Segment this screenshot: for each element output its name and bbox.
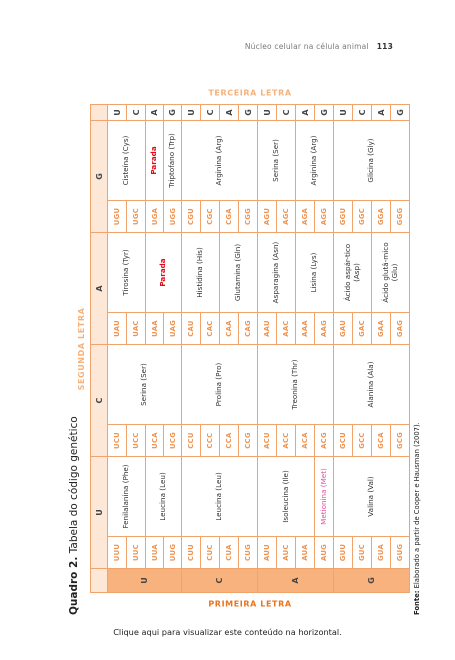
codon-cell: GAU — [334, 313, 353, 345]
codon-cell: AGA — [296, 200, 315, 232]
codon-row — [258, 104, 277, 592]
third-letter-cell: A — [220, 104, 239, 120]
genetic-code-table — [90, 104, 410, 593]
codon-cell: AAG — [315, 313, 334, 345]
second-letter-c: C — [91, 345, 108, 457]
codon-cell: ACA — [296, 425, 315, 457]
amino-acid-cell: Alanina (Ala) — [334, 345, 410, 425]
source-text: Elaborado a partir de Cooper e Hausman (2007). — [413, 422, 421, 589]
source-note — [413, 422, 421, 615]
codon-cell: CGU — [182, 200, 201, 232]
second-letter-heading: SEGUNDA LETRA — [77, 307, 86, 391]
third-letter-cell: U — [108, 104, 127, 120]
third-letter-cell: G — [315, 104, 334, 120]
codon-cell: GCU — [334, 425, 353, 457]
codon-cell: GCC — [353, 425, 372, 457]
codon-cell: AUC — [277, 537, 296, 569]
first-letter-u: U — [108, 569, 182, 593]
codon-cell: GGC — [353, 200, 372, 232]
codon-cell: GCA — [372, 425, 391, 457]
running-header — [245, 42, 393, 51]
codon-cell: CUA — [220, 537, 239, 569]
codon-cell: UAU — [108, 313, 127, 345]
codon-cell: GAG — [391, 313, 410, 345]
codon-cell: CCC — [201, 425, 220, 457]
codon-cell: CUC — [201, 537, 220, 569]
rotated-table-block — [68, 70, 428, 615]
codon-cell: UCA — [146, 425, 164, 457]
codon-cell: CCU — [182, 425, 201, 457]
codon-row — [182, 104, 201, 592]
codon-cell: CAU — [182, 313, 201, 345]
codon-cell: AAU — [258, 313, 277, 345]
codon-cell: UAA — [146, 313, 164, 345]
codon-cell: CGG — [239, 200, 258, 232]
first-letter-a: A — [258, 569, 334, 593]
codon-cell: UGA — [146, 200, 164, 232]
amino-acid-cell: Arginina (Arg) — [182, 120, 258, 200]
amino-acid-cell: Leucina (Leu) — [182, 457, 258, 537]
codon-cell: AGG — [315, 200, 334, 232]
third-letter-cell: A — [372, 104, 391, 120]
codon-cell: ACU — [258, 425, 277, 457]
codon-cell: ACC — [277, 425, 296, 457]
third-letter-label-wrap — [90, 81, 410, 105]
horizontal-view-link[interactable]: Clique aqui para visualizar este conteúdo na horizontal. — [113, 627, 342, 637]
codon-cell: CCA — [220, 425, 239, 457]
codon-cell: UCC — [127, 425, 146, 457]
first-letter-g: G — [334, 569, 410, 593]
third-letter-cell: U — [334, 104, 353, 120]
codon-cell: CAA — [220, 313, 239, 345]
codon-cell: UCG — [164, 425, 182, 457]
amino-acid-cell: Asparagina (Asn) — [258, 232, 296, 312]
amino-acid-cell: Cisteína (Cys) — [108, 120, 146, 200]
third-letter-cell: U — [182, 104, 201, 120]
codon-cell: CAG — [239, 313, 258, 345]
amino-acid-cell: Prolina (Pro) — [182, 345, 258, 425]
third-letter-cell: C — [277, 104, 296, 120]
codon-cell: GGA — [372, 200, 391, 232]
second-letter-u: U — [91, 457, 108, 569]
codon-cell: GCG — [391, 425, 410, 457]
codon-cell: CGC — [201, 200, 220, 232]
amino-acid-cell: Glutamina (Gln) — [220, 232, 258, 312]
third-letter-cell: G — [164, 104, 182, 120]
codon-cell: GUG — [391, 537, 410, 569]
caption-title: Tabela do código genético — [68, 416, 80, 554]
amino-acid-cell: Valina (Val) — [334, 457, 410, 537]
codon-cell: AGU — [258, 200, 277, 232]
codon-cell: UUU — [108, 537, 127, 569]
codon-cell: CUG — [239, 537, 258, 569]
stop-codon-label: Parada — [146, 120, 164, 200]
amino-acid-cell: Glicina (Gly) — [334, 120, 410, 200]
stop-codon-label: Parada — [146, 232, 182, 312]
first-letter-c: C — [182, 569, 258, 593]
section-title: Núcleo celular na célula animal — [244, 42, 369, 51]
codon-cell: AUA — [296, 537, 315, 569]
codon-cell: GAA — [372, 313, 391, 345]
codon-cell: ACG — [315, 425, 334, 457]
source-label: Fonte: — [413, 590, 421, 615]
amino-acid-cell: Ácido glutâ-mico (Glu) — [372, 232, 410, 312]
codon-cell: UUA — [146, 537, 164, 569]
third-letter-cell: A — [296, 104, 315, 120]
codon-cell: UGU — [108, 200, 127, 232]
codon-cell: UAG — [164, 313, 182, 345]
codon-cell: CCG — [239, 425, 258, 457]
second-letter-g: G — [91, 120, 108, 232]
codon-cell: GUA — [372, 537, 391, 569]
codon-row — [108, 104, 127, 592]
codon-cell: CAC — [201, 313, 220, 345]
amino-acid-cell: Treonina (Thr) — [258, 345, 334, 425]
amino-acid-cell: Serina (Ser) — [108, 345, 182, 425]
amino-acid-cell: Fenilalanina (Phe) — [108, 457, 146, 537]
second-letter-header-row — [91, 104, 108, 592]
amino-acid-cell: Metionina (Met) — [315, 457, 334, 537]
codon-cell: AAC — [277, 313, 296, 345]
codon-cell: UAC — [127, 313, 146, 345]
codon-cell: GAC — [353, 313, 372, 345]
codon-cell: GGG — [391, 200, 410, 232]
first-letter-label: PRIMEIRA LETRA — [208, 599, 292, 609]
codon-cell: UUC — [127, 537, 146, 569]
page-number: 113 — [376, 42, 393, 51]
amino-acid-cell: Arginina (Arg) — [296, 120, 334, 200]
amino-acid-cell: Serina (Ser) — [258, 120, 296, 200]
amino-acid-cell: Histidina (His) — [182, 232, 220, 312]
corner-cell-right — [91, 104, 108, 120]
third-letter-cell: G — [391, 104, 410, 120]
codon-cell: UGC — [127, 200, 146, 232]
caption-label: Quadro 2. — [68, 556, 80, 615]
codon-cell: AAA — [296, 313, 315, 345]
third-letter-cell: G — [239, 104, 258, 120]
amino-acid-cell: Tirosina (Tyr) — [108, 232, 146, 312]
third-letter-cell: C — [127, 104, 146, 120]
third-letter-label: TERCEIRA LETRA — [208, 88, 292, 98]
third-letter-cell: A — [146, 104, 164, 120]
third-letter-cell: U — [258, 104, 277, 120]
amino-acid-cell: Isoleucina (Ile) — [258, 457, 315, 537]
third-letter-cell: C — [201, 104, 220, 120]
amino-acid-cell: Lisina (Lys) — [296, 232, 334, 312]
codon-cell: GUU — [334, 537, 353, 569]
codon-cell: UCU — [108, 425, 127, 457]
amino-acid-cell: Triptofano (Trp) — [164, 120, 182, 200]
codon-cell: GUC — [353, 537, 372, 569]
codon-cell: UGG — [164, 200, 182, 232]
codon-cell: AUG — [315, 537, 334, 569]
first-letter-label-wrap — [90, 593, 410, 615]
corner-cell — [91, 569, 108, 593]
amino-acid-cell: Ácido aspár-tico (Asp) — [334, 232, 372, 312]
codon-row — [334, 104, 353, 592]
third-letter-cell: C — [353, 104, 372, 120]
second-letter-a: A — [91, 232, 108, 344]
codon-cell: AGC — [277, 200, 296, 232]
codon-cell: AUU — [258, 537, 277, 569]
codon-cell: UUG — [164, 537, 182, 569]
codon-cell: CGA — [220, 200, 239, 232]
codon-cell: GGU — [334, 200, 353, 232]
amino-acid-cell: Leucina (Leu) — [146, 457, 182, 537]
codon-cell: CUU — [182, 537, 201, 569]
